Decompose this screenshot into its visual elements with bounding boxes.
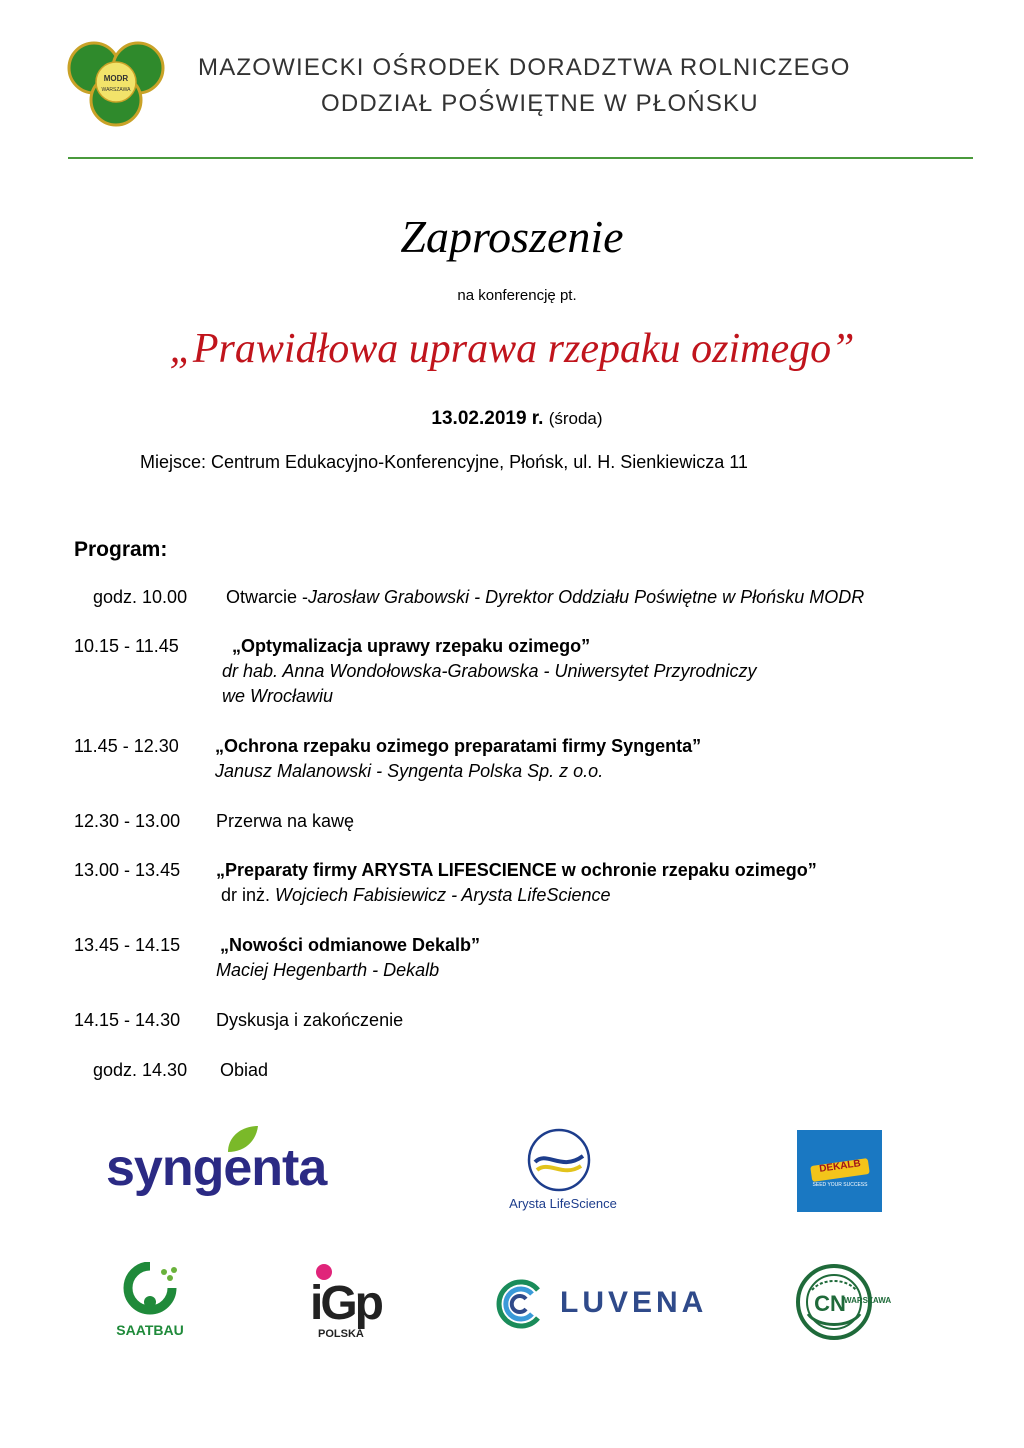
saatbau-wordmark: SAATBAU: [116, 1322, 184, 1338]
svg-text:WARSZAWA: WARSZAWA: [101, 87, 131, 93]
igp-sub: POLSKA: [318, 1328, 364, 1340]
program-title: „Nowości odmianowe Dekalb”: [220, 935, 481, 955]
saatbau-emblem: [120, 1262, 182, 1316]
program-heading: Program:: [74, 538, 168, 561]
conference-title: „Prawidłowa uprawa rzepaku ozimego”: [169, 326, 855, 372]
syngenta-wordmark: syngenta: [106, 1139, 327, 1197]
cn-sub: WARSZAWA: [844, 1296, 892, 1305]
dekalb-wordmark: DEKALB: [818, 1158, 862, 1175]
program-title: „Ochrona rzepaku ozimego preparatami firmy Syngenta”: [215, 736, 702, 756]
invitation-title: Zaproszenie: [400, 211, 624, 262]
program-time: godz. 14.30: [93, 1060, 188, 1080]
svg-text:MODR: MODR: [103, 74, 129, 83]
program-speaker-cont: we Wrocławiu: [222, 686, 334, 706]
org-name-line2: ODDZIAŁ POŚWIĘTNE W PŁOŃSKU: [321, 90, 759, 117]
program-text: Otwarcie -Jarosław Grabowski - Dyrektor Oddziału Poświętne w Płońsku MODR: [226, 587, 865, 607]
luvena-emblem: [494, 1278, 546, 1330]
igp-wordmark: iGp: [310, 1277, 381, 1330]
modr-logo: [66, 38, 166, 128]
program-title: „Optymalizacja uprawy rzepaku ozimego”: [232, 636, 591, 656]
program-time: 14.15 - 14.30: [74, 1010, 181, 1030]
program-speaker: Maciej Hegenbarth - Dekalb: [216, 960, 440, 980]
program-time: 11.45 - 12.30: [74, 736, 179, 756]
event-place: Miejsce: Centrum Edukacyjno-Konferencyjne, Płońsk, ul. H. Sienkiewicza 11: [140, 452, 748, 472]
date-value: 13.02.2019 r.: [431, 408, 544, 429]
date-day: (środa): [548, 409, 603, 428]
arysta-wordmark: Arysta LifeScience: [509, 1196, 617, 1211]
invitation-subtitle: na konferencję pt.: [457, 287, 577, 304]
program-speaker: dr hab. Anna Wondołowska-Grabowska - Uniwersytet Przyrodniczy: [222, 661, 757, 681]
program-time: 13.00 - 13.45: [74, 860, 181, 880]
igp-logo: [310, 1262, 400, 1344]
program-text: Dyskusja i zakończenie: [216, 1010, 404, 1030]
arysta-emblem: [525, 1128, 593, 1192]
program-time: godz. 10.00: [93, 587, 188, 607]
program-time: 13.45 - 14.15: [74, 935, 181, 955]
saatbau-logo: [100, 1262, 200, 1342]
event-date: [0, 408, 1024, 430]
program-speaker: Janusz Malanowski - Syngenta Polska Sp. z o.o.: [215, 761, 604, 781]
svg-text:CN: CN: [814, 1291, 846, 1316]
cn-logo: [794, 1262, 890, 1342]
dekalb-tagline: SEED YOUR SUCCESS: [812, 1182, 868, 1188]
header-divider: [68, 157, 973, 159]
luvena-logo: [494, 1278, 724, 1330]
program-speaker: Jarosław Grabowski - Dyrektor Oddziału Poświętne w Płońsku MODR: [308, 587, 865, 607]
program-title: „Preparaty firmy ARYSTA LIFESCIENCE w ochronie rzepaku ozimego”: [216, 860, 817, 880]
program-time: 12.30 - 13.00: [74, 811, 181, 831]
program-speaker: dr inż. Wojciech Fabisiewicz - Arysta LifeScience: [221, 885, 611, 905]
org-name-line1: MAZOWIECKI OŚRODEK DORADZTWA ROLNICZEGO: [198, 54, 851, 81]
program-text: Obiad: [220, 1060, 269, 1080]
luvena-wordmark: LUVENA: [560, 1286, 708, 1319]
arysta-logo: [488, 1126, 638, 1221]
program-text: Przerwa na kawę: [216, 811, 355, 831]
program-time: 10.15 - 11.45: [74, 636, 179, 656]
dekalb-logo: [797, 1130, 882, 1212]
syngenta-logo: [106, 1124, 356, 1204]
